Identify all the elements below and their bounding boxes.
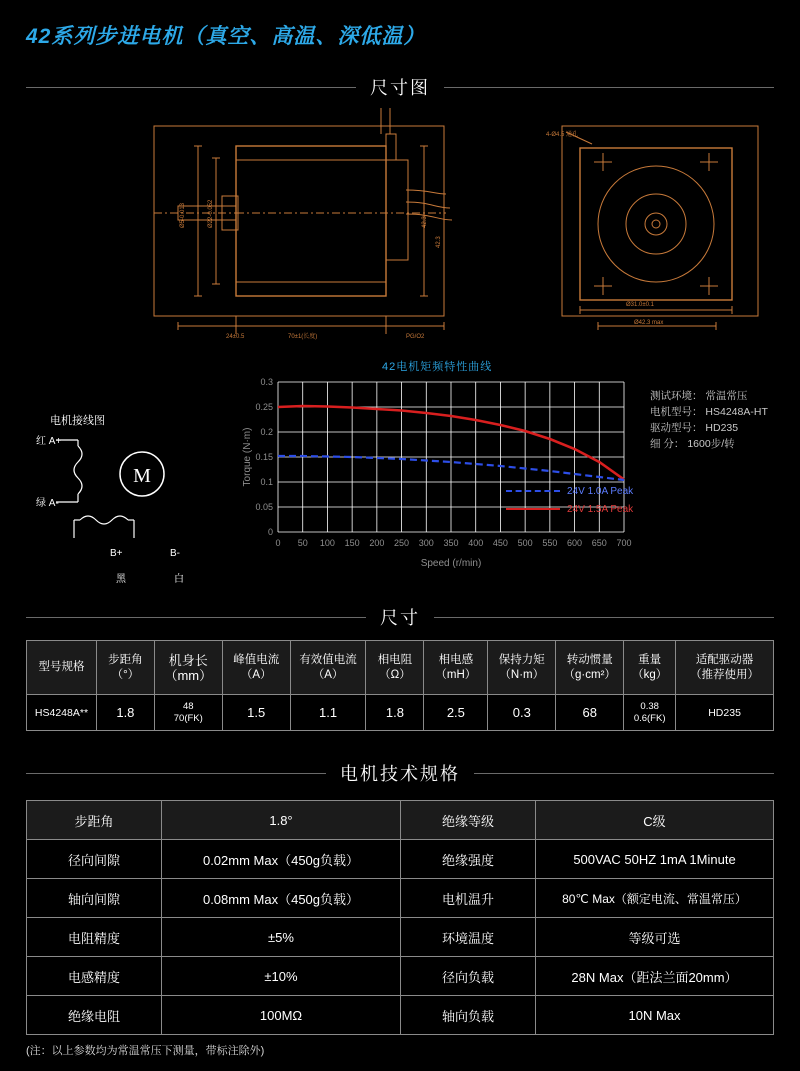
meta-line-2: 驱动型号： HD235: [650, 422, 739, 434]
svg-text:150: 150: [344, 538, 360, 548]
spec-col-length: 机身长 （mm）: [154, 641, 222, 695]
svg-text:0: 0: [275, 538, 281, 548]
legend-item-red: [506, 500, 633, 518]
rule-left-2: [26, 617, 366, 618]
cell-inertia: 68: [556, 695, 624, 731]
svg-text:4-Ø4.5 通孔: 4-Ø4.5 通孔: [546, 132, 579, 138]
cell-driver: HD235: [676, 695, 774, 731]
tech-value-2: 0.08mm Max（450g负载）: [162, 879, 401, 918]
tech-row-2: [27, 879, 774, 918]
tech-value-4: ±10%: [162, 957, 401, 996]
wiring-a-plus-label: 红 A+: [36, 436, 62, 447]
svg-text:Speed (r/min): Speed (r/min): [420, 558, 482, 569]
cell-resistance: 1.8: [366, 695, 424, 731]
svg-text:0.05: 0.05: [255, 502, 273, 512]
svg-text:42.3: 42.3: [436, 236, 442, 248]
svg-text:42.3: 42.3: [422, 216, 428, 228]
cell-inductance: 2.5: [424, 695, 488, 731]
tech-key2-2: 电机温升: [401, 879, 536, 918]
svg-text:400: 400: [468, 538, 484, 548]
chart-test-conditions: [650, 388, 768, 452]
svg-text:0.15: 0.15: [255, 452, 273, 462]
tech-key-1: 径向间隙: [27, 840, 162, 879]
rule-left-3: [26, 773, 326, 774]
section-title-dimensions: 尺寸: [380, 608, 420, 628]
legend-label-red: 24V 1.5A Peak: [567, 503, 634, 515]
legend-swatch-blue: [506, 490, 560, 492]
tech-key2-0: 绝缘等级: [401, 801, 536, 840]
tech-key-2: 轴向间隙: [27, 879, 162, 918]
torque-speed-chart: [236, 372, 636, 572]
svg-text:Ø31.0±0.1: Ø31.0±0.1: [626, 302, 654, 308]
svg-text:Torque (N·m): Torque (N·m): [242, 427, 253, 487]
tech-row-3: [27, 918, 774, 957]
spec-table-header-row: [27, 641, 774, 695]
rule-right-3: [474, 773, 774, 774]
torque-curve-title: 42电机矩频特性曲线: [382, 361, 493, 373]
section-title-tech-spec: 电机技术规格: [340, 764, 460, 784]
svg-text:Ø42.3 max: Ø42.3 max: [634, 320, 664, 326]
svg-text:50: 50: [297, 538, 308, 548]
tech-value-1: 0.02mm Max（450g负载）: [162, 840, 401, 879]
svg-text:70±1(长度): 70±1(长度): [288, 334, 318, 340]
svg-text:450: 450: [492, 538, 508, 548]
svg-text:200: 200: [369, 538, 385, 548]
cell-holding-torque: 0.3: [488, 695, 556, 731]
tech-key2-1: 绝缘强度: [401, 840, 536, 879]
cell-step-angle: 1.8: [96, 695, 154, 731]
cell-length: 48 70(FK): [154, 695, 222, 731]
spec-col-inductance: 相电感 （mH）: [424, 641, 488, 695]
tech-key-0: 步距角: [27, 801, 162, 840]
spec-col-driver: 适配驱动器 （推荐使用）: [676, 641, 774, 695]
svg-text:Ø22-0.052: Ø22-0.052: [208, 199, 214, 228]
tech-key-5: 绝缘电阻: [27, 996, 162, 1035]
dimension-drawing-area: [26, 98, 774, 346]
tech-value2-3: 等级可选: [536, 918, 774, 957]
chart-legend: [506, 482, 633, 518]
legend-label-blue: 24V 1.0A Peak: [567, 485, 634, 497]
page-title: 42系列步进电机（真空、高温、深低温）: [26, 25, 426, 48]
rule-right-2: [434, 617, 774, 618]
tech-spec-table: [26, 800, 774, 1035]
wiring-white-label: 白: [174, 574, 184, 585]
spec-col-peak-current: 峰值电流 （A）: [222, 641, 290, 695]
tech-value-0: 1.8°: [162, 801, 401, 840]
svg-text:550: 550: [542, 538, 558, 548]
tech-key-3: 电阻精度: [27, 918, 162, 957]
tech-key-4: 电感精度: [27, 957, 162, 996]
svg-text:500: 500: [517, 538, 533, 548]
svg-text:0.1: 0.1: [260, 477, 273, 487]
wiring-a-minus-label: 绿 A-: [36, 498, 59, 509]
footer-note: (注：以上参数均为常温常压下测量，带标注除外): [26, 1045, 265, 1057]
section-title-dimension-drawing: 尺寸图: [370, 78, 430, 98]
cell-weight: 0.38 0.6(FK): [624, 695, 676, 731]
wiring-b-plus-label: B+: [110, 548, 123, 559]
tech-row-4: [27, 957, 774, 996]
motor-symbol-label: M: [133, 465, 151, 487]
tech-row-1: [27, 840, 774, 879]
cell-peak-current: 1.5: [222, 695, 290, 731]
tech-value2-0: C级: [536, 801, 774, 840]
tech-row-0: [27, 801, 774, 840]
meta-line-1: 电机型号： HS4248A-HT: [650, 406, 768, 418]
tech-value2-1: 500VAC 50HZ 1mA 1Minute: [536, 840, 774, 879]
svg-text:650: 650: [591, 538, 607, 548]
section-header-tech-spec: [26, 760, 774, 786]
spec-col-step-angle: 步距角 （°）: [96, 641, 154, 695]
cell-rms-current: 1.1: [290, 695, 366, 731]
spec-col-holding-torque: 保持力矩 （N·m）: [488, 641, 556, 695]
spec-col-rms-current: 有效值电流 （A）: [290, 641, 366, 695]
spec-col-model: 型号规格: [27, 641, 97, 695]
svg-text:Ø5-0.013: Ø5-0.013: [180, 202, 186, 228]
tech-row-5: [27, 996, 774, 1035]
cell-model: HS4248A**: [27, 695, 97, 731]
wiring-diagram-label: 电机接线图: [50, 415, 105, 427]
legend-swatch-red: [506, 508, 560, 510]
spec-col-inertia: 转动惯量 （g·cm²）: [556, 641, 624, 695]
svg-text:0.2: 0.2: [260, 427, 273, 437]
meta-line-0: 测试环境： 常温常压: [650, 390, 748, 402]
rule-left: [26, 87, 356, 88]
spec-col-weight: 重量 （kg）: [624, 641, 676, 695]
blueprint-svg: [26, 98, 774, 346]
svg-text:250: 250: [394, 538, 410, 548]
svg-text:700: 700: [616, 538, 632, 548]
tech-value2-5: 10N Max: [536, 996, 774, 1035]
tech-key2-5: 轴向负载: [401, 996, 536, 1035]
section-header-dimension-drawing: [26, 74, 774, 100]
wiring-b-minus-label: B-: [170, 548, 180, 559]
spec-table-row: [27, 695, 774, 731]
svg-text:0.3: 0.3: [260, 377, 273, 387]
tech-key2-4: 径向负载: [401, 957, 536, 996]
spec-col-resistance: 相电阻 （Ω）: [366, 641, 424, 695]
svg-text:100: 100: [319, 538, 335, 548]
legend-item-blue: [506, 482, 633, 500]
meta-line-3: 细 分： 1600步/转: [650, 438, 735, 450]
tech-value-3: ±5%: [162, 918, 401, 957]
svg-text:0: 0: [267, 527, 273, 537]
svg-text:300: 300: [418, 538, 434, 548]
svg-text:24±0.5: 24±0.5: [226, 334, 245, 340]
section-header-dimensions: [26, 604, 774, 630]
svg-text:PG/O2: PG/O2: [406, 334, 425, 340]
rule-right: [444, 87, 774, 88]
svg-text:350: 350: [443, 538, 459, 548]
spec-table: [26, 640, 774, 731]
tech-key2-3: 环境温度: [401, 918, 536, 957]
svg-text:0.25: 0.25: [255, 402, 273, 412]
tech-value2-2: 80℃ Max（额定电流、常温常压）: [536, 879, 774, 918]
tech-value2-4: 28N Max（距法兰面20mm）: [536, 957, 774, 996]
tech-value-5: 100MΩ: [162, 996, 401, 1035]
svg-text:600: 600: [567, 538, 583, 548]
wiring-black-label: 黑: [116, 574, 126, 585]
